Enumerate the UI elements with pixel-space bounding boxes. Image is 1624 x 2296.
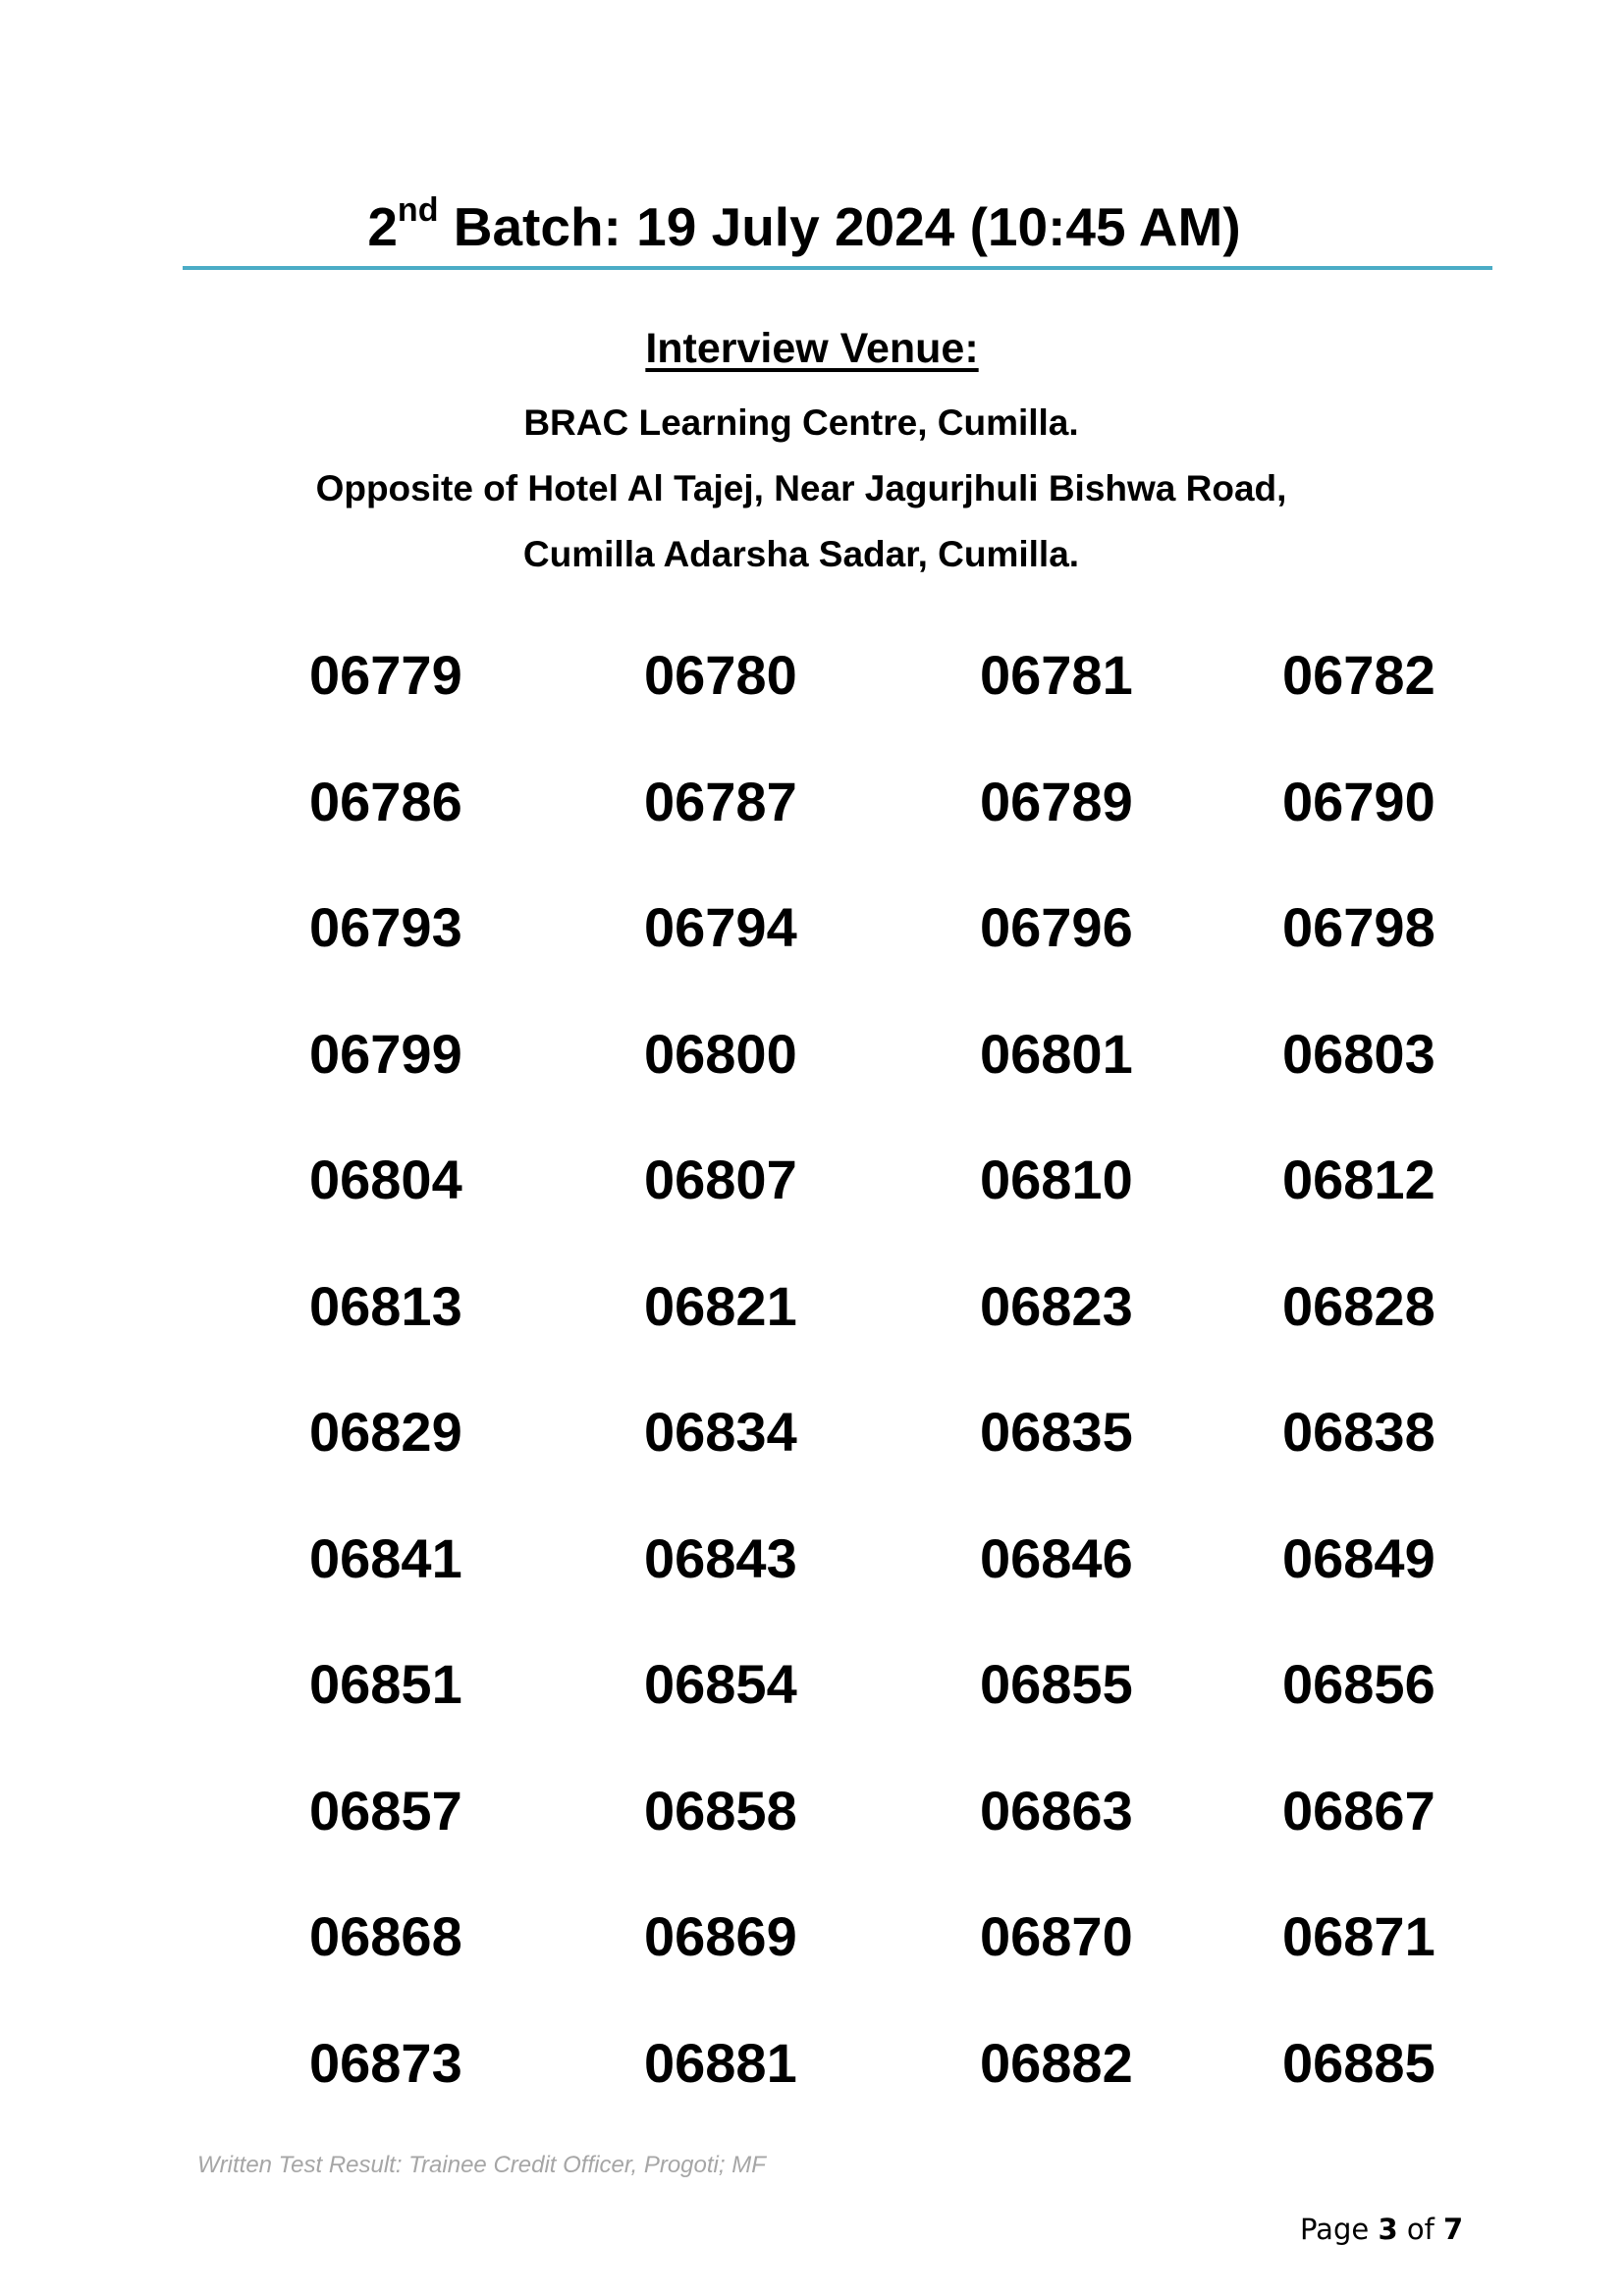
page-middle: of bbox=[1397, 2213, 1444, 2246]
roll-number: 06780 bbox=[644, 644, 797, 706]
roll-number: 06828 bbox=[1282, 1274, 1435, 1337]
roll-number: 06873 bbox=[309, 2031, 462, 2094]
roll-number-row bbox=[0, 1524, 1624, 1651]
batch-heading-text bbox=[367, 192, 1240, 261]
batch-heading bbox=[0, 192, 1624, 261]
roll-number-row bbox=[0, 641, 1624, 768]
venue-address-line-1: BRAC Learning Centre, Cumilla. bbox=[523, 402, 1079, 443]
roll-number-row bbox=[0, 1777, 1624, 1903]
roll-number: 06841 bbox=[309, 1526, 462, 1589]
batch-number-suffix: nd bbox=[397, 190, 439, 229]
roll-number: 06801 bbox=[980, 1022, 1133, 1085]
roll-number: 06854 bbox=[644, 1653, 797, 1715]
roll-number: 06885 bbox=[1282, 2031, 1435, 2094]
venue-address-line-2: Opposite of Hotel Al Tajej, Near Jagurjhuli Bishwa Road, bbox=[315, 468, 1287, 508]
roll-number: 06870 bbox=[980, 1905, 1133, 1967]
batch-number: 2 bbox=[367, 196, 398, 257]
roll-number: 06800 bbox=[644, 1022, 797, 1085]
roll-number: 06790 bbox=[1282, 770, 1435, 832]
roll-number-row bbox=[0, 893, 1624, 1020]
venue-title: Interview Venue: bbox=[645, 325, 979, 372]
roll-number: 06787 bbox=[644, 770, 797, 832]
heading-divider bbox=[183, 266, 1492, 270]
roll-number-row bbox=[0, 768, 1624, 894]
roll-number: 06821 bbox=[644, 1274, 797, 1337]
roll-number: 06834 bbox=[644, 1401, 797, 1463]
roll-number: 06868 bbox=[309, 1905, 462, 1967]
roll-number: 06807 bbox=[644, 1148, 797, 1210]
roll-number: 06851 bbox=[309, 1653, 462, 1715]
venue-address-line-3: Cumilla Adarsha Sadar, Cumilla. bbox=[522, 534, 1080, 574]
roll-number: 06810 bbox=[980, 1148, 1133, 1210]
roll-number: 06882 bbox=[980, 2031, 1133, 2094]
roll-number: 06838 bbox=[1282, 1401, 1435, 1463]
roll-number: 06823 bbox=[980, 1274, 1133, 1337]
roll-number: 06858 bbox=[644, 1779, 797, 1842]
roll-number: 06857 bbox=[309, 1779, 462, 1842]
roll-number-row bbox=[0, 1650, 1624, 1777]
roll-number-grid bbox=[0, 641, 1624, 2155]
page-total: 7 bbox=[1443, 2213, 1464, 2246]
roll-number: 06867 bbox=[1282, 1779, 1435, 1842]
page-prefix: Page bbox=[1300, 2213, 1379, 2246]
roll-number: 06782 bbox=[1282, 644, 1435, 706]
roll-number: 06799 bbox=[309, 1022, 462, 1085]
roll-number: 06794 bbox=[644, 896, 797, 958]
roll-number: 06869 bbox=[644, 1905, 797, 1967]
roll-number: 06856 bbox=[1282, 1653, 1435, 1715]
page-current: 3 bbox=[1378, 2213, 1398, 2246]
roll-number: 06863 bbox=[980, 1779, 1133, 1842]
roll-number: 06803 bbox=[1282, 1022, 1435, 1085]
roll-number-row bbox=[0, 1020, 1624, 1147]
roll-number-row bbox=[0, 1146, 1624, 1272]
footer-note: Written Test Result: Trainee Credit Officer, Progoti; MF bbox=[197, 2152, 766, 2178]
roll-number-row bbox=[0, 1272, 1624, 1399]
roll-number: 06855 bbox=[980, 1653, 1133, 1715]
roll-number: 06843 bbox=[644, 1526, 797, 1589]
roll-number: 06779 bbox=[309, 644, 462, 706]
roll-number: 06804 bbox=[309, 1148, 462, 1210]
roll-number: 06789 bbox=[980, 770, 1133, 832]
roll-number: 06781 bbox=[980, 644, 1133, 706]
roll-number: 06793 bbox=[309, 896, 462, 958]
roll-number: 06813 bbox=[309, 1274, 462, 1337]
roll-number: 06871 bbox=[1282, 1905, 1435, 1967]
roll-number: 06796 bbox=[980, 896, 1133, 958]
roll-number: 06786 bbox=[309, 770, 462, 832]
roll-number-row bbox=[0, 1902, 1624, 2029]
page-number bbox=[1300, 2211, 1463, 2248]
roll-number: 06881 bbox=[644, 2031, 797, 2094]
roll-number: 06846 bbox=[980, 1526, 1133, 1589]
roll-number: 06812 bbox=[1282, 1148, 1435, 1210]
roll-number: 06798 bbox=[1282, 896, 1435, 958]
batch-date-time: Batch: 19 July 2024 (10:45 AM) bbox=[438, 196, 1241, 257]
roll-number: 06849 bbox=[1282, 1526, 1435, 1589]
roll-number-row bbox=[0, 1398, 1624, 1524]
roll-number: 06829 bbox=[309, 1401, 462, 1463]
roll-number: 06835 bbox=[980, 1401, 1133, 1463]
roll-number-row bbox=[0, 2029, 1624, 2156]
